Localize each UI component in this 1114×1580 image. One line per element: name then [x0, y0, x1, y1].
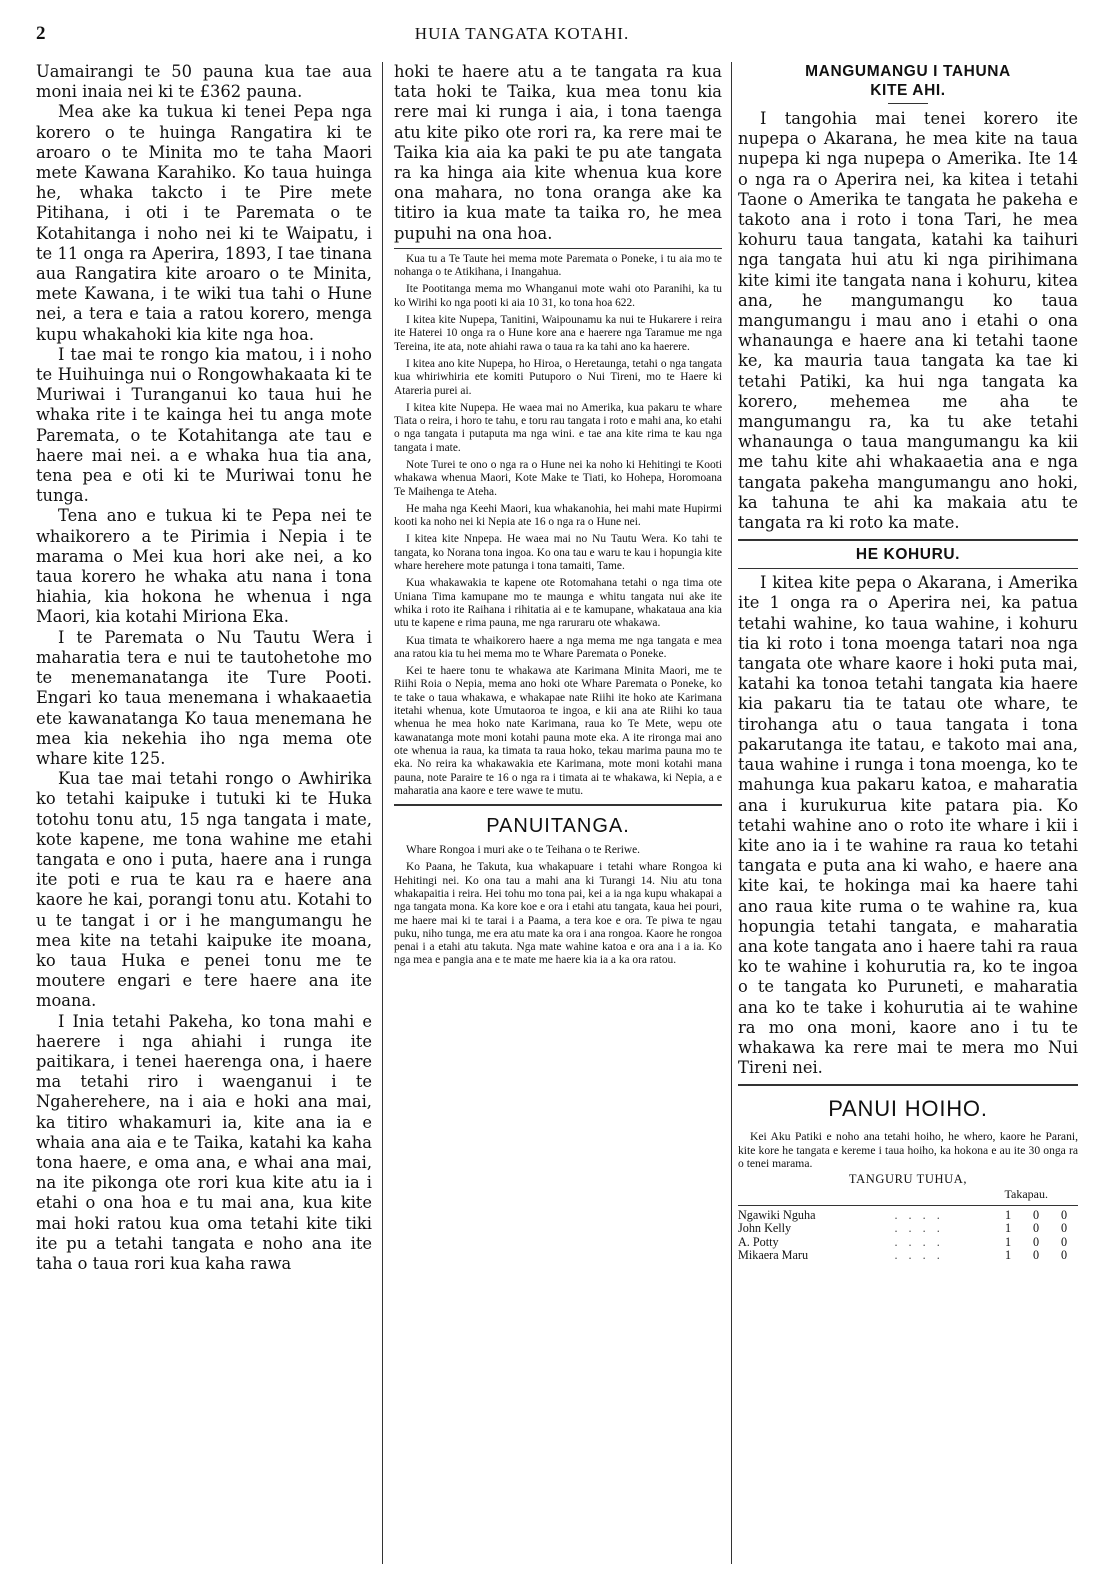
- panuitanga-heading: PANUITANGA.: [486, 815, 630, 838]
- notice: Ite Pootitanga mema mo Whanganui mote wahi oto Paranihi, ka tu ko Wirihi ko nga pooti ki aia 10 31, ko tona hoa 622.: [394, 283, 722, 309]
- heading-line: MANGUMANGU I TAHUNA: [805, 63, 1011, 80]
- shillings: 0: [1032, 1248, 1040, 1263]
- table-row: [738, 1209, 1078, 1223]
- section-rule: [738, 539, 1078, 541]
- notice: Kei te haere tonu te whakawa ate Karimana Minita Maori, me te Riihi Roia o Nepia, mema ano hoki ote Whare Paremata o Poneke, ko te take o taua whakawa, e whakapae nate Riihi ite hoko ate Karimana itetahi whenua, kote Umutaoroa te ingoa, e kii ana ate Riihi ko taua whenua he mea hoko nate Karimana, raua ko Te Mete, wepu ote kawanatanga mote moni kotahi pauna mote eka. A ite rironga mai ano ote whenua ia raua, ka timata ta raua hoko, tekau marima pauna mo te eka. No reira ka whakawakia ete Karimana, mote moni kotahi mana pauna, note Paraire te 16 o nga ra i timata ai te whakawa, ki Nepia, a e maharatia ana kaore e tere wawe te mutu.: [394, 665, 722, 797]
- section-rule: [738, 1084, 1078, 1086]
- subscriber-name: A. Potty: [738, 1234, 779, 1249]
- pence: 0: [1060, 1234, 1068, 1249]
- panuitanga-notice: [394, 844, 722, 968]
- advert-heading: PANUI HOIHO.: [828, 1096, 988, 1122]
- newspaper-title: HUIA TANGATA KOTAHI.: [414, 24, 630, 43]
- article-heading: HE KOHURU.: [855, 546, 961, 564]
- pounds: 1: [1004, 1234, 1012, 1249]
- subscriber-list: [738, 1209, 1078, 1263]
- shillings: 0: [1032, 1234, 1040, 1249]
- notice: Kua whakawakia te kapene ote Rotomahana tetahi o nga tima ote Uniana Tima kamupane mo te maunga e whitu tangata nui ake ite whika i roto ite Raihana i rihitatia ai e te kamupane, whakataua ana kia utu te kapene e rima pauna, me nga raruraru ote whakawa.: [394, 577, 722, 630]
- page-number: 2: [36, 23, 47, 44]
- signer-place: Takapau.: [1004, 1186, 1048, 1201]
- paragraph: Kua tae mai tetahi rongo o Awhirika ko tetahi kaipuke i tutuki ki te Huka totohu tonu atu, 15 nga tangata i mate, kote kapene, me tona wahine me etahi tangata e ono i puta, haere ana i runga ite poti e rua te kau ra e haere ana kaore he kai, porangi tonu atu. Kotahi to u te tangat i or i he mangumangu he mea kite na tetahi kaipuke ite moana, ko taua Huka e penei tonu me te moutere engari e tere haere ana ite moana.: [36, 769, 372, 1011]
- article-body: I kitea kite pepa o Akarana, i Amerika ite 1 onga ra o Aperira nei, ka patua tetahi wahine, ko taua wahine, i kohuru tia ki roto i tona moenga tatari noa nga tangata ote whare kaore i hoki puta mai, katahi ka tonoa tetahi tangata kia haere kia pakaru tia te tatau ote whare, te tirohanga atu o taua tangata i tona pakarutanga ite tatau, e takoto mai ana, taua wahine i runga i tona moenga, ko te mahunga kua pakaru katoa, e maharatia ana i kurukurua kite patara pia. Ko tetahi wahine ano o roto ite whare i kii i kite ano ia i te wahine ra raua ko tetahi tangata e puta ana ki waho, e haere ana kite kai, te hokinga mai ka haere tahi ano raua kite ruma o te wahine ra, kua hopungia tetahi tangata, e maharatia ana kote tangata ano i haere tahi ra raua ko te wahine i kohurutia ra, ko te ingoa o te tangata ko Puruneti, e maharatia ana ko te take i kohurutia ai te wahine ra mo ona moni, kaore ano i tu te whakawa ka rere mai te mera mo Nui Tireni nei.: [738, 573, 1078, 1078]
- leader-dots: . . . .: [894, 1207, 944, 1222]
- table-row: [738, 1236, 1078, 1250]
- heading-line: KITE AHI.: [870, 82, 946, 99]
- notice: He maha nga Keehi Maori, kua whakanohia, hei mahi mate Hupirmi kooti ka noho nei ki Nepia ate 16 o nga ra o Hune nei.: [394, 502, 722, 529]
- table-row: [738, 1249, 1078, 1263]
- paragraph: Uamairangi te 50 pauna kua tae aua moni inaia nei ki te £362 pauna.: [36, 62, 372, 102]
- leader-dots: . . . .: [894, 1221, 944, 1236]
- signer-name: TANGURU TUHUA,: [848, 1171, 968, 1186]
- subscriber-name: Ngawiki Nguha: [738, 1207, 816, 1222]
- column-divider: [382, 62, 383, 1564]
- leader-dots: . . . .: [894, 1248, 944, 1263]
- advert-text: Kei Aku Patiki e noho ana tetahi hoiho, he whero, kaore he Parani, kite kore he tangata e kereme i taua hoiho, ka hokona e au ite 30 onga ra o tenei marama.: [738, 1130, 1078, 1170]
- paragraph: Tena ano e tukua ki te Pepa nei te whaikorero a te Pirimia i Nepia i te marama o Mei kua hori ake nei, a ko taua korero he whaka atu nana i tona hiahia, kia hokona he whenua i nga Maori, kia kotahi Miriona Eka.: [36, 506, 372, 627]
- leader-dots: . . . .: [894, 1234, 944, 1249]
- article-heading: [738, 62, 1078, 100]
- paragraph: Mea ake ka tukua ki tenei Pepa nga korero o te huinga Rangatira ki te aroaro o te Minita mo te taha Maori mete Kawana Karahiko. Ko taua huinga he, whaka takcto i te Pire mete Pitihana, i oti i te Paremata o te Kotahitanga i noho nei ki te Waipatu, i te 11 onga ra Aperira, 1893, I tae tinana aua Rangatira kite aroaro o te Minita, mete Kawana, i te wiki tua tahi o Hune nei, a tera e taia a ratou korero, menga kupu whakahoki kia kite nga hoa.: [36, 102, 372, 344]
- subscriber-name: Mikaera Maru: [738, 1248, 809, 1263]
- column-2: [394, 62, 722, 1564]
- notice: Kua tu a Te Taute hei mema mote Paremata o Poneke, i tu aia mo te nohanga o te Atikihana, i Inangahua.: [394, 252, 722, 279]
- lead-paragraph: hoki te haere atu a te tangata ra kua tata hoki te Taika, kua mea tonu kia rere mai ki runga i aia, i tona taenga atu kite piko ote rori ra, ka rere mai te Taika kia aia ka paki te pu ate tangata ra ka hinga aia kite whenua kua kore ona mahara, no tona oranga ake ka titiro ia kua mate ta taika ro, he mea pupuhi na ona hoa.: [394, 62, 722, 243]
- paragraph: I Inia tetahi Pakeha, ko tona mahi e haerere i nga ahiahi i runga ite paitikara, i tenei haerenga ona, i haere ma tetahi riro i waenganui i te Ngaherehere, na i aia e hoki ana mai, ka titiro whakamuri ia, kite ana ia e whaia ana aia e te Taika, katahi ka kaha tona haere, e oma ana, e whai ana mai, na ite pikonga ote rori kua kite atu ia i etahi o ona hoa e tu mai ana, kua kite mai hoki ratou kua oma tetahi kite tiki ite pu a tetahi tangata e noho ana ite taha o taua rori kua kaha rawa: [36, 1011, 372, 1273]
- section-rule: [394, 248, 722, 249]
- article-body: I tangohia mai tenei korero ite nupepa o Akarana, he mea kite na taua nupepa ki nga nupepa o Amerika. Ite 14 o nga ra o Aperira nei, ka kitea i tetahi Taone o Amerika te tangata he pakeha e takoto ana i roto i tona Tari, he mea kohuru taua tangata, katahi ka taihuri nga tangata hui atu ki nga pirihimana kite kimi ite tangata nana i kohuru, kitea ana, he mangumangu ko taua mangumangu i mau ano i etahi o ona whanaunga e haere ana ki tetahi taone ke, ka mauria taua tangata ka tae ki tetahi Patiki, ka hui nga tangata ka korero, mehemea me aha te mangumangu ra, ka tu ake tetahi whanaunga o taua mangumangu ka kii me tahu kite ahi whakaaetia ana e nga tangata pakeha mangumangu ano hoki, ka tahuna te ahi ka makaia atu te tangata ra ki roto ka mate.: [738, 109, 1078, 533]
- column-divider: [731, 62, 732, 1564]
- running-header: [36, 18, 1078, 50]
- table-row: [738, 1222, 1078, 1236]
- pounds: 1: [1004, 1221, 1012, 1236]
- notice: I kitea ano kite Nupepa, ho Hiroa, o Heretaunga, tetahi o nga tangata kua whiriwhiria ete komiti Putuporo o Nui Tireni, mo te Haere ki Atareria purei ai.: [394, 357, 722, 397]
- paragraph: I te Paremata o Nu Tautu Wera i maharatia tera e nui te tautohetohe mo te menemanatanga ite Ture Pooti. Engari ko taua menemana i whakaaetia ete kawanatanga Ko taua menemana he mea kia nekehia iho nga mema ote whare kite 125.: [36, 627, 372, 768]
- notice: Whare Rongoa i muri ake o te Teihana o te Reriwe.: [406, 844, 640, 857]
- pence: 0: [1060, 1221, 1068, 1236]
- section-rule: [738, 1205, 1078, 1206]
- paragraph: I tae mai te rongo kia matou, i i noho te Huihuinga nui o Rongowhakaata ki te Muriwai i Turanganui ko taua hui he whaka rite i te kainga hei tu anga mote Paremata, o te Kotahitanga ate tau e haere mai nei. a e whaka hua tia ana, tena pea e oti ki te Muriwai tonu he tunga.: [36, 344, 372, 506]
- heading-rule: [888, 103, 928, 104]
- notice: I kitea kite Nnpepa. He waea mai no Nu Tautu Wera. Ko tahi te tangata, ko Norana tona ingoa. Ko ona tau e waru te kau i hopungia kite whare herehere mote patunga i tona tamaiti, Tame.: [394, 533, 722, 573]
- column-3: [738, 62, 1078, 1564]
- notice: I kitea kite Nupepa, Tanitini, Waipounamu ka nui te Hukarere i reira ite Haterei 10 onga ra o Hune kore ana e haerere nga Taramue me nga Tereina, ite ata, note ahiahi rawa o taua ra ka tahi ano ka haerere.: [394, 314, 722, 353]
- heading-rule: [738, 568, 1078, 569]
- shillings: 0: [1032, 1221, 1040, 1236]
- notice: Ko Paana, he Takuta, kua whakapuare i tetahi whare Rongoa ki Hehitingi nei. Ko ona tau a mahi ana ki Turangi 14. Niu atu tona whakapaitia i reira. Hei tohu mo tona pai, kei a ia nga kupu whakapai a nga tangata mona. Ka kore koe e ora i etahi atu tangata, kaua hei pouri, me haere mai ki te tarai i a Paama, a tera koe e ora. Te piwa te ngau puku, niho tunga, me era atu mate ka ora i ana rongoa. Kaore he rongoa penai i a etahi atu takuta. Nga mate wahine katoa e ora ana i a ia. Ko nga mea e pangia ana e te mate me haere kia ia a ka ora ratou.: [394, 861, 722, 967]
- advertisement: [738, 1130, 1078, 1202]
- shillings: 0: [1032, 1207, 1040, 1222]
- pounds: 1: [1004, 1248, 1012, 1263]
- section-rule: [394, 804, 722, 806]
- pounds: 1: [1004, 1207, 1012, 1222]
- column-1: [36, 62, 372, 1564]
- pence: 0: [1060, 1207, 1068, 1222]
- notice: Kua timata te whaikorero haere a nga mema me nga tangata e mea ana ratou kia tu hei mema mo te Whare Paremata o Poneke.: [394, 634, 722, 660]
- pence: 0: [1060, 1248, 1068, 1263]
- notice: I kitea kite Nupepa. He waea mai no Amerika, kua pakaru te whare Tiata o reira, i horo te tahu, e toru rau tangata i roto e mahi ana, ko etahi o nga tangata i putaputa ma nga wini. e tae ana kite rima te kau nga tangata i mate.: [394, 401, 722, 454]
- subscriber-name: John Kelly: [738, 1221, 792, 1236]
- notice: Note Turei te ono o nga ra o Hune nei ka noho ki Hehitingi te Kooti whakawa whenua Maori, Kote Make te Tiati, ko Hohepa, Horomoana Te Maihenga te Ateha.: [394, 458, 722, 498]
- news-notices: [394, 253, 722, 798]
